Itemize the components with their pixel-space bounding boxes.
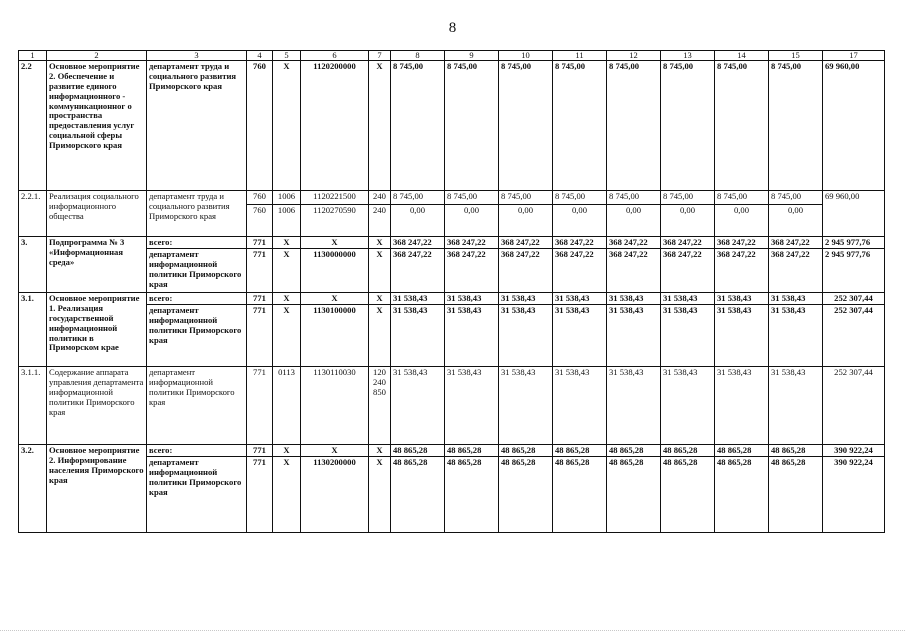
row-number: 2.2.1. [19, 191, 47, 237]
value-col10: 31 538,43 [499, 367, 553, 445]
value-col11: 48 865,28 [553, 457, 607, 533]
value-col9: 31 538,43 [445, 305, 499, 367]
cell-col6: 1130000000 [301, 249, 369, 293]
cell-col5: 0113 [273, 367, 301, 445]
value-col9: 31 538,43 [445, 367, 499, 445]
value-col10: 31 538,43 [499, 293, 553, 305]
value-col11: 48 865,28 [553, 445, 607, 457]
value-col14: 368 247,22 [715, 249, 769, 293]
header-cell: 5 [273, 51, 301, 61]
value-col14: 8 745,00 [715, 191, 769, 205]
header-cell: 7 [369, 51, 391, 61]
cell-col5: Х [273, 237, 301, 249]
header-cell: 1 [19, 51, 47, 61]
cell-col5: Х [273, 445, 301, 457]
value-col13: 8 745,00 [661, 61, 715, 191]
value-col8: 31 538,43 [391, 305, 445, 367]
row-number: 3.2. [19, 445, 47, 533]
cell-col4: 771 [247, 237, 273, 249]
row-number: 3. [19, 237, 47, 293]
cell-col5: Х [273, 305, 301, 367]
table-row [19, 367, 885, 445]
budget-table [18, 50, 885, 533]
value-col15: 368 247,22 [769, 237, 823, 249]
table-row [19, 445, 885, 457]
cell-col5: Х [273, 293, 301, 305]
value-col15: 8 745,00 [769, 191, 823, 205]
value-col17: 390 922,24 [823, 457, 885, 533]
header-cell: 14 [715, 51, 769, 61]
cell-col4: 771 [247, 445, 273, 457]
department: департамент информационной политики Приморского края [147, 367, 247, 445]
value-col12: 368 247,22 [607, 249, 661, 293]
value-col14: 8 745,00 [715, 61, 769, 191]
header-cell: 17 [823, 51, 885, 61]
value-col13: 31 538,43 [661, 367, 715, 445]
cell-col7: Х [369, 237, 391, 249]
table-row [19, 457, 885, 533]
header-cell: 10 [499, 51, 553, 61]
value-col8: 8 745,00 [391, 61, 445, 191]
department: департамент информационной политики Приморского края [147, 457, 247, 533]
value-col17: 252 307,44 [823, 305, 885, 367]
cell-col7: Х [369, 445, 391, 457]
header-cell: 2 [47, 51, 147, 61]
value-col17: 390 922,24 [823, 445, 885, 457]
value-col14: 31 538,43 [715, 305, 769, 367]
row-number: 3.1. [19, 293, 47, 367]
table-row [19, 191, 885, 205]
value-col13: 31 538,43 [661, 293, 715, 305]
value-col8: 8 745,00 [391, 191, 445, 205]
value-col17: 252 307,44 [823, 293, 885, 305]
value-col8: 368 247,22 [391, 249, 445, 293]
value-col12: 48 865,28 [607, 445, 661, 457]
cell-col7: Х [369, 457, 391, 533]
table-row [19, 237, 885, 249]
table-row [19, 249, 885, 293]
cell-col4: 771 [247, 305, 273, 367]
activity-name: Основное мероприятие 2. Информирование населения Приморского края [47, 445, 147, 533]
cell-col5: Х [273, 457, 301, 533]
cell-col6: Х [301, 293, 369, 305]
activity-name: Основное мероприятие 2. Обеспечение и развитие единого информационного - коммуникационног о пространства предоставления услуг социальной сферы Приморского края [47, 61, 147, 191]
value-col14: 48 865,28 [715, 457, 769, 533]
activity-name: Подпрограмма № 3 «Информационная среда» [47, 237, 147, 293]
value-col12: 31 538,43 [607, 367, 661, 445]
cell-col7: Х [369, 249, 391, 293]
cell-col6: 1120200000 [301, 61, 369, 191]
value-col17: 69 960,00 [823, 191, 885, 237]
value-col10: 368 247,22 [499, 237, 553, 249]
header-cell: 6 [301, 51, 369, 61]
cell-col4: 760 [247, 205, 273, 237]
value-col14: 31 538,43 [715, 367, 769, 445]
header-cell: 12 [607, 51, 661, 61]
department: департамент труда и социального развития Приморского края [147, 191, 247, 237]
value-col11: 31 538,43 [553, 293, 607, 305]
cell-col4: 771 [247, 457, 273, 533]
cell-col5: Х [273, 249, 301, 293]
value-col11: 31 538,43 [553, 305, 607, 367]
value-col8: 0,00 [391, 205, 445, 237]
value-col10: 8 745,00 [499, 191, 553, 205]
value-col15: 48 865,28 [769, 457, 823, 533]
cell-col7: Х [369, 293, 391, 305]
value-col17: 252 307,44 [823, 367, 885, 445]
value-col17: 2 945 977,76 [823, 237, 885, 249]
value-col14: 31 538,43 [715, 293, 769, 305]
value-col17: 2 945 977,76 [823, 249, 885, 293]
department: всего: [147, 445, 247, 457]
value-col9: 8 745,00 [445, 61, 499, 191]
cell-col6: Х [301, 445, 369, 457]
value-col11: 31 538,43 [553, 367, 607, 445]
cell-col7: 120 240 850 [369, 367, 391, 445]
value-col10: 8 745,00 [499, 61, 553, 191]
cell-col7: Х [369, 61, 391, 191]
cell-col6: 1120270590 [301, 205, 369, 237]
table-row [19, 293, 885, 305]
cell-col6: 1130110030 [301, 367, 369, 445]
value-col12: 368 247,22 [607, 237, 661, 249]
cell-col6: 1120221500 [301, 191, 369, 205]
value-col8: 31 538,43 [391, 293, 445, 305]
header-cell: 9 [445, 51, 499, 61]
value-col8: 368 247,22 [391, 237, 445, 249]
cell-col4: 771 [247, 293, 273, 305]
value-col10: 31 538,43 [499, 305, 553, 367]
value-col12: 8 745,00 [607, 61, 661, 191]
value-col12: 31 538,43 [607, 305, 661, 367]
value-col9: 48 865,28 [445, 445, 499, 457]
cell-col6: 1130100000 [301, 305, 369, 367]
cell-col7: Х [369, 305, 391, 367]
scan-edge-line [0, 630, 905, 632]
value-col11: 8 745,00 [553, 191, 607, 205]
value-col9: 31 538,43 [445, 293, 499, 305]
header-row [19, 51, 885, 61]
activity-name: Основное мероприятие 1. Реализация государственной информационной политики в Приморском крае [47, 293, 147, 367]
value-col11: 0,00 [553, 205, 607, 237]
value-col13: 31 538,43 [661, 305, 715, 367]
cell-col7: 240 [369, 205, 391, 237]
value-col11: 8 745,00 [553, 61, 607, 191]
header-cell: 15 [769, 51, 823, 61]
cell-col6: 1130200000 [301, 457, 369, 533]
header-cell: 8 [391, 51, 445, 61]
row-number: 3.1.1. [19, 367, 47, 445]
value-col9: 8 745,00 [445, 191, 499, 205]
value-col10: 0,00 [499, 205, 553, 237]
department: департамент труда и социального развития Приморского края [147, 61, 247, 191]
value-col13: 48 865,28 [661, 457, 715, 533]
page-number: 8 [448, 20, 457, 36]
value-col15: 368 247,22 [769, 249, 823, 293]
department: департамент информационной политики Приморского края [147, 305, 247, 367]
cell-col5: 1006 [273, 205, 301, 237]
value-col9: 368 247,22 [445, 237, 499, 249]
value-col10: 368 247,22 [499, 249, 553, 293]
department: всего: [147, 237, 247, 249]
row-number: 2.2 [19, 61, 47, 191]
value-col10: 48 865,28 [499, 445, 553, 457]
value-col13: 368 247,22 [661, 249, 715, 293]
value-col15: 8 745,00 [769, 61, 823, 191]
cell-col6: Х [301, 237, 369, 249]
header-cell: 11 [553, 51, 607, 61]
value-col13: 48 865,28 [661, 445, 715, 457]
value-col12: 0,00 [607, 205, 661, 237]
value-col11: 368 247,22 [553, 249, 607, 293]
value-col8: 48 865,28 [391, 445, 445, 457]
value-col13: 8 745,00 [661, 191, 715, 205]
activity-name: Реализация социального информационного общества [47, 191, 147, 237]
value-col15: 0,00 [769, 205, 823, 237]
value-col12: 31 538,43 [607, 293, 661, 305]
cell-col5: 1006 [273, 191, 301, 205]
cell-col7: 240 [369, 191, 391, 205]
value-col15: 31 538,43 [769, 305, 823, 367]
value-col15: 31 538,43 [769, 293, 823, 305]
value-col10: 48 865,28 [499, 457, 553, 533]
value-col9: 368 247,22 [445, 249, 499, 293]
value-col13: 368 247,22 [661, 237, 715, 249]
cell-col4: 760 [247, 61, 273, 191]
header-cell: 3 [147, 51, 247, 61]
value-col12: 8 745,00 [607, 191, 661, 205]
value-col13: 0,00 [661, 205, 715, 237]
cell-col4: 771 [247, 249, 273, 293]
cell-col4: 771 [247, 367, 273, 445]
value-col14: 48 865,28 [715, 445, 769, 457]
header-cell: 13 [661, 51, 715, 61]
cell-col4: 760 [247, 191, 273, 205]
value-col9: 48 865,28 [445, 457, 499, 533]
cell-col5: Х [273, 61, 301, 191]
value-col14: 368 247,22 [715, 237, 769, 249]
value-col12: 48 865,28 [607, 457, 661, 533]
table-row [19, 305, 885, 367]
value-col8: 48 865,28 [391, 457, 445, 533]
value-col15: 48 865,28 [769, 445, 823, 457]
value-col11: 368 247,22 [553, 237, 607, 249]
value-col15: 31 538,43 [769, 367, 823, 445]
activity-name: Содержание аппарата управления департамента информационной политики Приморского края [47, 367, 147, 445]
value-col14: 0,00 [715, 205, 769, 237]
department: департамент информационной политики Приморского края [147, 249, 247, 293]
value-col17: 69 960,00 [823, 61, 885, 191]
value-col9: 0,00 [445, 205, 499, 237]
department: всего: [147, 293, 247, 305]
table-row [19, 61, 885, 191]
header-cell: 4 [247, 51, 273, 61]
value-col8: 31 538,43 [391, 367, 445, 445]
